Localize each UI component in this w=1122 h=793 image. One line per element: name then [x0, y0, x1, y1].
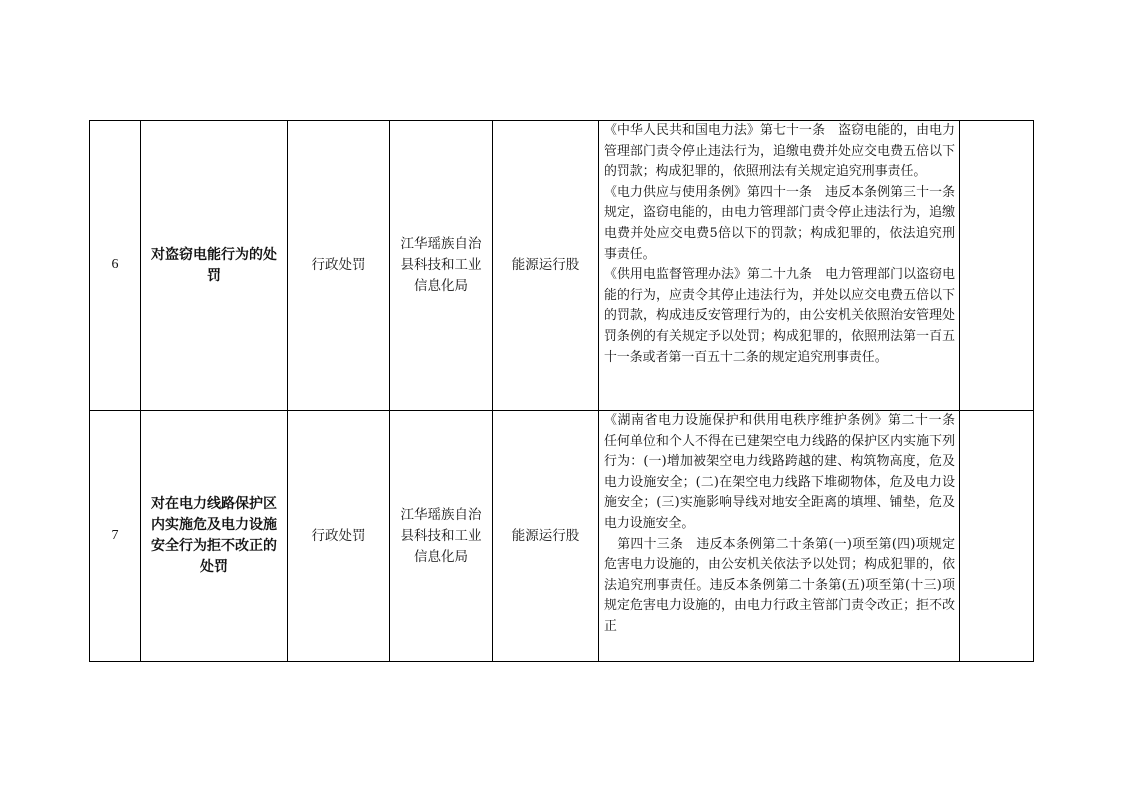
legal-basis-paragraph: 第四十三条 违反本条例第二十条第(一)项至第(四)项规定危害电力设施的，由公安机关依法予以处罚；构成犯罪的，依法追究刑事责任。违反本条例第二十条第(五)项至第(十三)项规定危害电力设施的，由电力行政主管部门责令改正；拒不改正 — [604, 536, 955, 634]
responsible-unit-cell — [493, 121, 599, 411]
legal-basis-clip — [604, 411, 968, 661]
department-cell — [390, 121, 493, 411]
power-type: 行政处罚 — [311, 527, 366, 544]
item-name: 对盗窃电能行为的处罚 — [151, 246, 277, 284]
responsible-unit: 能源运行股 — [511, 527, 580, 544]
item-number-cell — [90, 411, 141, 662]
item-number: 6 — [111, 257, 119, 273]
legal-basis-cell — [599, 411, 968, 662]
remarks-cell — [960, 411, 1034, 662]
item-name-cell — [141, 121, 288, 411]
item-name-cell — [141, 411, 288, 662]
responsible-unit: 能源运行股 — [511, 257, 580, 273]
power-type-cell — [288, 121, 390, 411]
department-name: 江华瑶族自治县科技和工业信息化局 — [400, 506, 482, 565]
table-row — [90, 121, 1034, 411]
legal-basis-paragraph: 《电力供应与使用条例》第四十一条 违反本条例第三十一条规定，盗窃电能的，由电力管理部门责令停止违法行为，追缴电费并处应交电费5倍以下的罚款；构成犯罪的，依法追究刑事责任。 — [604, 184, 955, 262]
item-number-cell — [90, 121, 141, 411]
department-cell — [390, 411, 493, 662]
enforcement-items-table — [89, 120, 1034, 662]
legal-basis-paragraph: 《中华人民共和国电力法》第七十一条 盗窃电能的，由电力管理部门责令停止违法行为，追缴电费并处应交电费五倍以下的罚款；构成犯罪的，依照刑法有关规定追究刑事责任。 — [604, 123, 955, 180]
responsible-unit-cell — [493, 411, 599, 662]
power-type-cell — [288, 411, 390, 662]
remarks-cell — [960, 121, 1034, 411]
legal-basis-cell — [599, 121, 960, 411]
item-number: 7 — [111, 527, 119, 543]
legal-basis-paragraph: 《供用电监督管理办法》第二十九条 电力管理部门以盗窃电能的行为，应责令其停止违法行为，并处以应交电费五倍以下的罚款，构成违反安管理行为的，由公安机关依照治安管理处罚条例的有关规定予以处罚；构成犯罪的，依照刑法第一百五十一条或者第一百五十二条的规定追究刑事责任。 — [604, 267, 955, 365]
department-name: 江华瑶族自治县科技和工业信息化局 — [400, 236, 482, 294]
power-type: 行政处罚 — [311, 257, 366, 273]
table-row — [90, 411, 1034, 662]
legal-basis-paragraph: 《湖南省电力设施保护和供用电秩序维护条例》第二十一条 任何单位和个人不得在已建架空电力线路的保护区内实施下列行为：(一)增加被架空电力线路跨越的建、构筑物高度，危及电力设施安全；(二)在架空电力线路下堆砌物体，危及电力设施安全；(三)实施影响导线对地安全距离的填埋、铺垫，危及电力设施安全。 — [604, 413, 968, 531]
item-name: 对在电力线路保护区内实施危及电力设施安全行为拒不改正的处罚 — [151, 496, 277, 575]
